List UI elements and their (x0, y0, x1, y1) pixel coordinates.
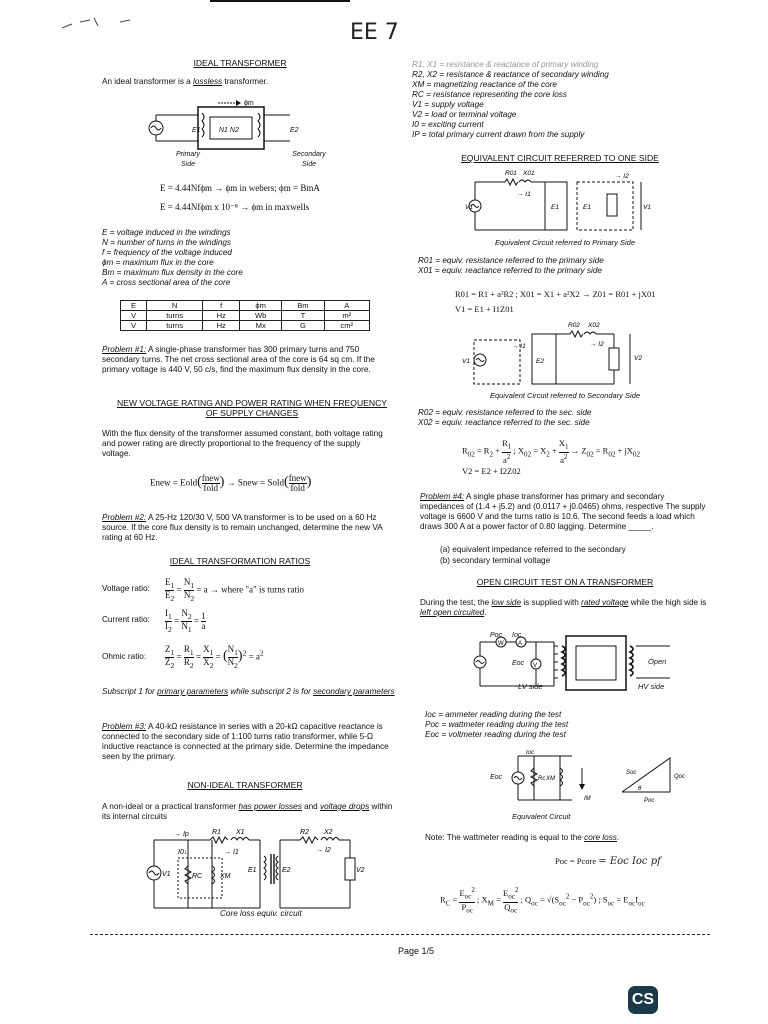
oc-eoc-side-label: Eoc (490, 774, 503, 781)
page-number: Page 1/5 (398, 946, 435, 956)
equation-primary-voltage: V1 = E1 + I1Z01 (455, 304, 514, 314)
nonideal-text: A non-ideal or a practical transformer has power losses and voltage drops within its internal circuits (102, 802, 393, 821)
svg-text:R2: R2 (300, 829, 309, 836)
ideal-intro: An ideal transformer is a lossless transformer. (102, 77, 269, 86)
current-ratio-label: Current ratio: (102, 615, 150, 624)
svg-text:XM: XM (220, 873, 231, 880)
top-rule (210, 0, 350, 2)
x01-definition: X01 = equiv. reactance referred to the primary side (418, 266, 602, 275)
svg-text:Poc: Poc (644, 798, 655, 804)
svg-text:V1: V1 (162, 871, 171, 878)
problem-4-part-a: (a) equivalent impedance referred to the secondary (440, 545, 626, 554)
core-loss-label: Core loss equiv. circuit (220, 909, 302, 918)
scanner-badge: CS (628, 986, 658, 1014)
open-circuit-text: During the test, the low side is supplied with rated voltage while the high side is left open circuited. (420, 598, 707, 617)
variable-definitions: E = voltage induced in the windings N = number of turns in the windings f = frequency of the voltage induced ϕm = maximum flux in the core Bm = maximum flux density in the core A = cross sectional area of the core (102, 228, 243, 287)
oc-equivalent-circuit-diagram (510, 750, 690, 810)
svg-text:R01: R01 (505, 170, 517, 177)
svg-text:V1: V1 (465, 204, 473, 211)
svg-text:I0↓: I0↓ (178, 849, 188, 856)
oc-lv-label: LV side (518, 682, 543, 691)
poc-equation: Poc = Pcore = Eoc Ioc pf (555, 856, 661, 867)
svg-text:R02: R02 (568, 322, 580, 329)
problem-4: Problem #4: A single phase transformer has primary and secondary impedances of (1.4 + j5.2) and (0.0117 + j0.0465) ohms, respective The supply voltage is 6600 V and the turns ratio is 10.6. The second feeds a load which draws 300 A at a power factor of 0.80 lagging. Determine _____. (420, 492, 706, 531)
svg-text:V: V (533, 663, 538, 669)
svg-text:R1: R1 (212, 829, 221, 836)
svg-text:→ Ip: → Ip (174, 831, 189, 838)
svg-text:→ I2: → I2 (590, 341, 604, 348)
e2-label: E2 (290, 127, 299, 134)
problem-4-part-b: (b) secondary terminal voltage (440, 556, 551, 565)
new-rating-text: With the flux density of the transformer assumed constant, both voltage rating and power rating are directly proportional to the frequency of the supply voltage. (102, 429, 383, 458)
oc-eoc-label: Eoc (512, 660, 525, 667)
open-circuit-title: OPEN CIRCUIT TEST ON A TRANSFORMER (476, 577, 654, 587)
emf-equation-webers: E = 4.44Nfϕm → ϕm in webers; ϕm = BmA (160, 183, 320, 193)
svg-text:X1: X1 (236, 829, 245, 836)
svg-text:V2: V2 (356, 867, 365, 874)
equivalent-circuit-caption: Equivalent Circuit (512, 812, 571, 821)
svg-text:IM: IM (584, 796, 591, 802)
svg-text:→ I1: → I1 (517, 191, 531, 198)
problem-1: Problem #1: A single-phase transformer has 300 primary turns and 750 secondary turns. The net cross sectional area of the core is 64 sq cm. If the primary voltage is 440 V, 50 c/s, find the maximum flux density in the core. (102, 345, 375, 374)
svg-text:Qoc: Qoc (674, 774, 686, 780)
svg-text:→ I1: → I1 (512, 343, 526, 350)
new-rating-equation: Enew = Eold( fnew fold ) → Snew = Sold( fnew fold ) (150, 473, 312, 493)
circuit-definitions: R1, X1 = resistance & reactance of primary winding R2, X2 = resistance & reactance of secondary winding XM = magnetizing reactance of the core RC = resistance representing the core loss V1 = supply voltage V2 = load or terminal voltage I0 = exciting current IP = total primary current drawn from the supply (412, 60, 609, 139)
equation-secondary-impedance: $R_{02} = R_2$ + $\frac{R_1}{a^2}$ ; $X_{02} = X_2$ + $\frac{X_1}{a^2}$ → $Z_{02} = R_{02} + jX_{02}$ (462, 438, 641, 465)
svg-text:W: W (498, 641, 504, 647)
wattmeter-note: Note: The wattmeter reading is equal to the core loss. (425, 833, 620, 842)
new-rating-title: NEW VOLTAGE RATING AND POWER RATING WHEN FREQUENCY OF SUPPLY CHANGES (116, 398, 388, 418)
ohmic-ratio-eq: $\frac{Z_1}{Z_2}$ = $\frac{R_1}{R_2}$ = $\frac{X_1}{X_2}$ = ( $\frac{N_1}{N_2}$ )$^2 = a^2$ (165, 644, 264, 670)
caption-primary: Equivalent Circuit referred to Primary Side (494, 238, 636, 247)
problem-3: Problem #3: A 40-kΩ resistance in series with a 20-kΩ capacitive reactance is connected to the secondary side of 1:100 turns ratio transformer, while 5-Ω inductive reactance is connected at the primary side. Determine the impedance seen by the primary. (102, 722, 389, 761)
e1-label: E1 (192, 127, 201, 134)
n1n2-label: N1 N2 (219, 127, 239, 134)
ideal-title: IDEAL TRANSFORMER (193, 58, 287, 68)
units-table (120, 300, 370, 331)
emf-equation-maxwells: E = 4.44Nfϕm x 10⁻⁸ → ϕm in maxwells (160, 202, 310, 212)
svg-text:A: A (518, 641, 523, 647)
nonideal-title: NON-IDEAL TRANSFORMER (187, 780, 303, 790)
caption-secondary: Equivalent Circuit referred to Secondary Side (489, 391, 641, 400)
equiv-circuit-secondary-diagram (462, 320, 652, 392)
svg-text:Soc: Soc (626, 770, 637, 776)
svg-text:V1: V1 (462, 358, 470, 365)
equation-primary-impedance: R01 = R1 + a²R2 ; X01 = X1 + a²X2 → Z01 = R01 + jX01 (455, 289, 656, 299)
svg-text:→ I1: → I1 (224, 849, 239, 856)
ratios-title: IDEAL TRANSFORMATION RATIOS (169, 556, 311, 566)
svg-text:E1: E1 (583, 204, 591, 211)
units-header-row: E N f ϕm Bm A (121, 301, 370, 311)
units-row-si: V turns Hz Wb T m² (121, 311, 370, 321)
svg-text:θ: θ (638, 786, 642, 792)
svg-text:X2: X2 (324, 829, 333, 836)
scribble-marks (60, 8, 180, 38)
oc-readings-definitions: Ioc = ammeter reading during the test Poc = wattmeter reading during the test Eoc = voltmeter reading during the test (425, 710, 569, 739)
svg-text:RC: RC (192, 873, 203, 880)
svg-text:→ I2: → I2 (615, 173, 629, 180)
phi-label: ϕm (244, 100, 254, 107)
svg-text:E1: E1 (248, 867, 257, 874)
units-row-cgs: V turns Hz Mx G cm² (121, 321, 370, 331)
svg-text:Ioc: Ioc (526, 750, 535, 756)
svg-text:V1: V1 (643, 204, 651, 211)
svg-text:E2: E2 (282, 867, 291, 874)
r01-definition: R01 = equiv. resistance referred to the primary side (418, 256, 604, 265)
equiv-circuit-primary-diagram (465, 168, 655, 240)
subscript-note: Subscript 1 for primary parameters while subscript 2 is for secondary parameters (102, 687, 395, 696)
r02-definition: R02 = equiv. resistance referred to the sec. side (418, 408, 592, 417)
oc-ioc-label: Ioc (512, 632, 522, 639)
svg-text:X01: X01 (523, 170, 535, 177)
oc-poc-label: Poc (490, 632, 503, 639)
nonideal-circuit-diagram (140, 828, 380, 918)
primary-side-label: Primary Side (175, 151, 201, 168)
equation-secondary-voltage: V2 = E2 + I2Z02 (462, 466, 521, 476)
svg-text:X02: X02 (588, 322, 600, 329)
current-ratio-eq: $\frac{I_1}{I_2}$ = $\frac{N_2}{N_1}$ = $\frac{1}{a}$ (165, 608, 206, 634)
svg-text:→ I2: → I2 (316, 847, 331, 854)
svg-text:V2: V2 (634, 355, 642, 362)
svg-text:E1: E1 (551, 204, 559, 211)
footer-divider (90, 934, 710, 935)
problem-2: Problem #2: A 25-Hz 120/30 V, 500 VA transformer is to be used on a 60 Hz source. If the core flux density is to remain unchanged, determine the new VA rating at 60 Hz. (102, 513, 383, 542)
svg-text:Rc: Rc (538, 776, 546, 782)
oc-final-equations: $R_C$ = $E_{oc}^2$ $P_{oc}$ ; $X_M$ = $E_{oc}^2$ $Q_{oc}$ ; $Q_{oc} = √(S_{oc}^2 - P_{oc}^2)$ ; $S_{oc} = E_{oc}I_{oc}$ (440, 886, 645, 915)
voltage-ratio-label: Voltage ratio: (102, 584, 150, 593)
equiv-circuit-title: EQUIVALENT CIRCUIT REFERRED TO ONE SIDE (461, 153, 659, 163)
ohmic-ratio-label: Ohmic ratio: (102, 652, 147, 661)
svg-text:E2: E2 (536, 358, 544, 365)
voltage-ratio-eq: $\frac{E_1}{E_2}$ = $\frac{N_1}{N_2}$ = a → where "a" is turns ratio (165, 577, 304, 603)
oc-open-label: Open (648, 657, 667, 666)
x02-definition: X02 = equiv. reactance referred to the sec. side (418, 418, 590, 427)
secondary-side-label: Secondary Side (292, 151, 326, 168)
oc-hv-label: HV side (638, 682, 665, 691)
svg-text:XM: XM (546, 776, 555, 782)
course-heading: EE 7 (350, 20, 399, 45)
